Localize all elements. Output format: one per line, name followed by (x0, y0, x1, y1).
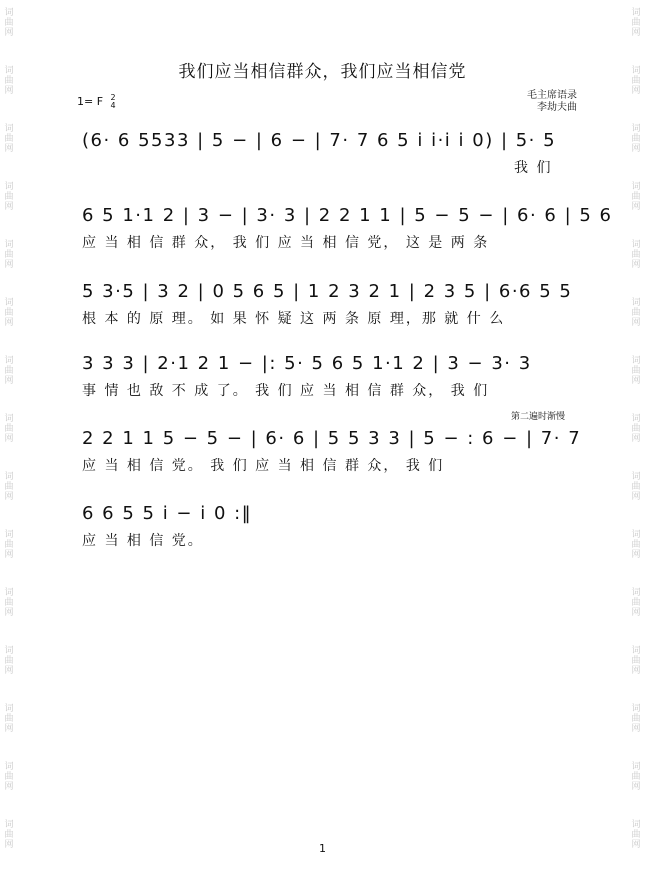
time-signature-top: 2 (110, 93, 116, 102)
watermark-char: 曲 (4, 424, 14, 434)
watermark-char: 网 (4, 666, 14, 676)
watermark-char: 曲 (631, 76, 641, 86)
watermark-char: 曲 (631, 772, 641, 782)
watermark-group (631, 8, 640, 38)
watermark-group (4, 356, 13, 386)
watermark-char: 曲 (4, 18, 14, 28)
watermark-char: 曲 (631, 134, 641, 144)
notes-line: 2 2 1 1 5 − 5 − | 6· 6 | 5 5 3 3 | 5 − : 6 − | 7· 7 (82, 428, 582, 449)
watermark-char: 词 (4, 298, 14, 308)
watermark-char: 词 (4, 124, 14, 134)
watermark-group (631, 356, 640, 386)
watermark-char: 网 (4, 550, 14, 560)
lyrics-line: 我 们 (514, 160, 553, 176)
watermark-char: 词 (631, 530, 641, 540)
watermark-char: 词 (4, 820, 14, 830)
watermark-char: 网 (4, 434, 14, 444)
watermark-char: 词 (631, 298, 641, 308)
watermark-char: 网 (4, 608, 14, 618)
key-signature (77, 94, 116, 110)
watermark-char: 词 (4, 8, 14, 18)
watermark-group (631, 530, 640, 560)
watermark-char: 词 (4, 66, 14, 76)
watermark-char: 曲 (631, 18, 641, 28)
watermark-char: 曲 (4, 656, 14, 666)
watermark-group (4, 298, 13, 328)
watermark-char: 词 (4, 646, 14, 656)
watermark-char: 词 (631, 820, 641, 830)
watermark-char: 网 (631, 376, 641, 386)
watermark-char: 曲 (631, 482, 641, 492)
watermark-char: 曲 (631, 366, 641, 376)
tempo-instruction: 第二遍时渐慢 (510, 412, 565, 422)
watermark-char: 网 (4, 318, 14, 328)
watermark-char: 词 (631, 356, 641, 366)
watermark-group (4, 704, 13, 734)
watermark-group (631, 646, 640, 676)
page-number: 1 (319, 842, 326, 855)
watermark-char: 词 (4, 240, 14, 250)
watermark-char: 曲 (4, 192, 14, 202)
watermark-char: 曲 (631, 714, 641, 724)
watermark-char: 网 (631, 550, 641, 560)
watermark-group (631, 240, 640, 270)
watermark-char: 网 (4, 782, 14, 792)
watermark-char: 网 (4, 724, 14, 734)
watermark-char: 网 (4, 492, 14, 502)
watermark-column-right (627, 0, 645, 891)
notes-line: 6 5 1·1 2 | 3 − | 3· 3 | 2 2 1 1 | 5 − 5 − | 6· 6 | 5 6 (82, 205, 613, 226)
watermark-char: 网 (631, 434, 641, 444)
watermark-char: 网 (631, 260, 641, 270)
watermark-char: 网 (4, 202, 14, 212)
watermark-group (4, 182, 13, 212)
key-label: 1= F (77, 95, 104, 108)
watermark-char: 词 (4, 414, 14, 424)
notes-line: 5 3·5 | 3 2 | 0 5 6 5 | 1 2 3 2 1 | 2 3 5 | 6·6 5 5 (82, 281, 573, 302)
lyrics-line: 应 当 相 信 群 众， 我 们 应 当 相 信 党， 这 是 两 条 (82, 235, 490, 251)
watermark-group (4, 530, 13, 560)
watermark-column-left (0, 0, 18, 891)
watermark-group (4, 8, 13, 38)
watermark-group (631, 414, 640, 444)
watermark-char: 网 (4, 260, 14, 270)
watermark-group (631, 472, 640, 502)
notes-line: 3 3 3 | 2·1 2 1 − |: 5· 5 6 5 1·1 2 | 3 − 3· 3 (82, 353, 532, 374)
watermark-char: 网 (631, 144, 641, 154)
watermark-group (4, 124, 13, 154)
watermark-char: 词 (4, 182, 14, 192)
watermark-group (4, 472, 13, 502)
watermark-char: 词 (4, 530, 14, 540)
watermark-char: 词 (631, 240, 641, 250)
watermark-char: 网 (631, 666, 641, 676)
watermark-char: 网 (631, 492, 641, 502)
watermark-char: 词 (631, 704, 641, 714)
watermark-group (631, 588, 640, 618)
watermark-group (631, 298, 640, 328)
watermark-char: 曲 (631, 830, 641, 840)
watermark-char: 曲 (631, 656, 641, 666)
notes-line: 6 6 5 5 i − i 0 :‖ (82, 503, 253, 524)
watermark-char: 词 (631, 472, 641, 482)
lyrics-line: 应 当 相 信 党。 我 们 应 当 相 信 群 众， 我 们 (82, 458, 445, 474)
watermark-char: 曲 (631, 598, 641, 608)
lyrics-line: 根 本 的 原 理。 如 果 怀 疑 这 两 条 原 理，那 就 什 么 (82, 311, 506, 327)
watermark-char: 词 (4, 472, 14, 482)
watermark-char: 词 (631, 124, 641, 134)
watermark-char: 网 (4, 840, 14, 850)
watermark-char: 曲 (4, 540, 14, 550)
watermark-char: 网 (631, 840, 641, 850)
watermark-group (631, 704, 640, 734)
lyrics-line: 应 当 相 信 党。 (82, 533, 204, 549)
watermark-char: 词 (631, 8, 641, 18)
watermark-char: 曲 (631, 424, 641, 434)
time-signature-bottom: 4 (110, 101, 116, 110)
notes-line: (6· 6 5533 | 5 − | 6 − | 7· 7 6 5 i i·i i 0) | 5· 5 (82, 130, 557, 151)
watermark-char: 词 (631, 414, 641, 424)
watermark-char: 曲 (631, 540, 641, 550)
watermark-char: 网 (631, 202, 641, 212)
watermark-group (4, 240, 13, 270)
lyricist-credit: 毛主席语录 (527, 90, 577, 101)
watermark-group (631, 762, 640, 792)
watermark-char: 词 (4, 704, 14, 714)
watermark-char: 曲 (631, 250, 641, 260)
watermark-char: 曲 (4, 482, 14, 492)
song-title: 我们应当相信群众，我们应当相信党 (178, 62, 467, 82)
watermark-char: 网 (631, 318, 641, 328)
watermark-group (631, 124, 640, 154)
watermark-group (4, 414, 13, 444)
watermark-char: 曲 (4, 366, 14, 376)
watermark-char: 词 (4, 356, 14, 366)
watermark-char: 曲 (4, 308, 14, 318)
watermark-char: 曲 (4, 250, 14, 260)
lyrics-line: 事 情 也 敌 不 成 了。 我 们 应 当 相 信 群 众， 我 们 (82, 383, 490, 399)
watermark-char: 曲 (4, 714, 14, 724)
watermark-char: 词 (631, 762, 641, 772)
watermark-char: 曲 (631, 192, 641, 202)
composer-credit: 李劫夫曲 (537, 102, 577, 113)
watermark-group (4, 762, 13, 792)
watermark-char: 曲 (631, 308, 641, 318)
time-signature (111, 94, 116, 110)
watermark-char: 曲 (4, 134, 14, 144)
watermark-char: 词 (631, 66, 641, 76)
watermark-char: 网 (631, 28, 641, 38)
watermark-group (631, 182, 640, 212)
watermark-char: 词 (4, 762, 14, 772)
watermark-char: 曲 (4, 76, 14, 86)
watermark-char: 曲 (4, 830, 14, 840)
watermark-char: 词 (631, 646, 641, 656)
watermark-group (4, 646, 13, 676)
watermark-char: 网 (631, 724, 641, 734)
watermark-char: 词 (631, 588, 641, 598)
watermark-char: 词 (4, 588, 14, 598)
watermark-char: 网 (4, 86, 14, 96)
watermark-char: 网 (4, 28, 14, 38)
watermark-char: 网 (4, 144, 14, 154)
watermark-char: 网 (631, 782, 641, 792)
watermark-char: 词 (631, 182, 641, 192)
watermark-char: 曲 (4, 598, 14, 608)
watermark-char: 网 (631, 608, 641, 618)
watermark-char: 曲 (4, 772, 14, 782)
watermark-char: 网 (631, 86, 641, 96)
watermark-char: 网 (4, 376, 14, 386)
watermark-group (4, 588, 13, 618)
